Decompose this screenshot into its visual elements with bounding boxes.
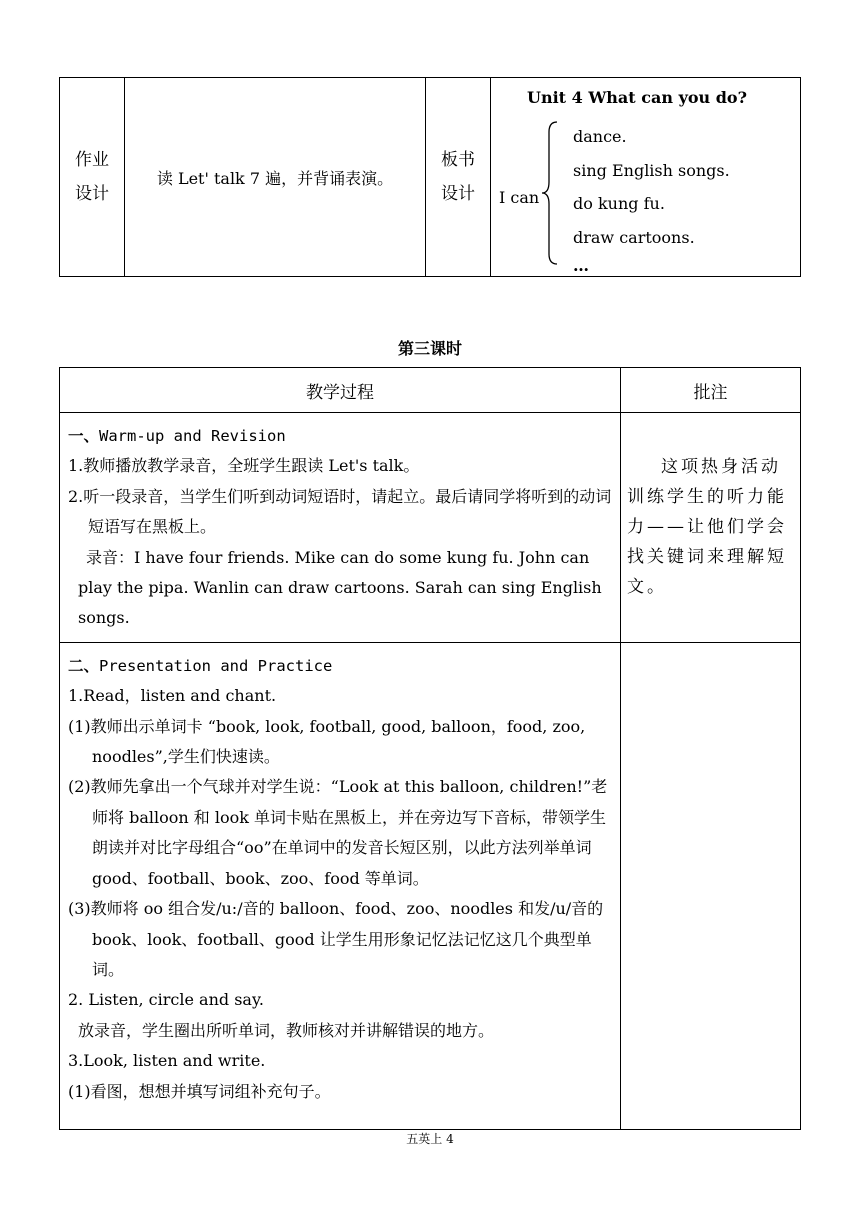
board-label-line2: 设计 [441,184,475,204]
board-subject: I can [499,188,540,207]
warmup-heading [68,421,614,451]
warmup-recording: 录音：I have four friends. Mike can do some kung fu. John can play the pipa. Wanlin can draw cartoons. Sarah can sing English songs. [78,547,602,628]
presentation-line: 3.Look, listen and write. [68,1051,266,1071]
board-label-line1: 板书 [441,150,475,170]
warmup-heading-text: Warm-up and Revision [99,427,286,445]
lesson-table [59,367,801,1130]
header-notes: 批注 [621,368,801,413]
homework-content: 读 Let' talk 7 遍，并背诵表演。 [125,78,426,277]
presentation-heading-num: 二、 [68,656,100,675]
presentation-section [60,642,621,1129]
header-process: 教学过程 [60,368,621,413]
presentation-line: (1)教师出示单词卡 “book, look, football, good, balloon，food, zoo, noodles”,学生们快速读。 [68,716,586,767]
presentation-line: (1)看图，想想并填写词组补充句子。 [68,1081,331,1101]
board-title: Unit 4 What can you do? [527,88,747,107]
homework-label-line1: 作业 [75,150,109,170]
presentation-line: 放录音，学生圈出所听单词，教师核对并讲解错误的地方。 [78,1020,495,1040]
board-items [573,120,730,278]
page-footer: 五英上 4 [406,1132,454,1146]
board-item: sing English songs. [573,160,730,180]
presentation-note [621,642,801,1129]
presentation-heading [68,651,614,681]
curly-brace-icon [539,120,565,266]
homework-table [59,77,801,277]
board-label [426,78,491,277]
board-item: dance. [573,127,627,146]
homework-label [60,78,125,277]
homework-label-line2: 设计 [75,184,109,204]
warmup-line: 1.教师播放教学录音，全班学生跟读 Let's talk。 [68,456,420,476]
presentation-line: (3)教师将 oo 组合发/u:/音的 balloon、food、zoo、noodles 和发/u/音的 book、look、football、good 让学生用形象记忆法记忆这几个典型单词。 [68,899,604,979]
section-title: 第三课时 [397,339,462,358]
board-item: draw cartoons. [573,227,695,247]
presentation-heading-text: Presentation and Practice [99,656,333,675]
presentation-line: (2)教师先拿出一个气球并对学生说：“Look at this balloon, children!”老师将 balloon 和 look 单词卡贴在黑板上，并在旁边写下音标，带领学生朗读并对比字母组合“oo”在单词中的发音长短区别，以此方法列举单词 good、football、book、zoo、food 等单词。 [68,777,608,888]
warmup-line: 2.听一段录音，当学生们听到动词短语时，请起立。最后请同学将听到的动词短语写在黑板上。 [68,486,612,537]
presentation-line: 2. Listen, circle and say. [68,990,264,1010]
presentation-line: 1.Read，listen and chant. [68,686,277,706]
warmup-heading-num: 一、 [68,427,100,445]
warmup-note: 这项热身活动训练学生的听力能力——让他们学会找关键词来理解短文。 [621,413,801,643]
board-item: do kung fu. [573,194,665,213]
board-content [491,78,801,277]
board-item-ellipsis: … [573,256,589,275]
warmup-section [60,413,621,643]
